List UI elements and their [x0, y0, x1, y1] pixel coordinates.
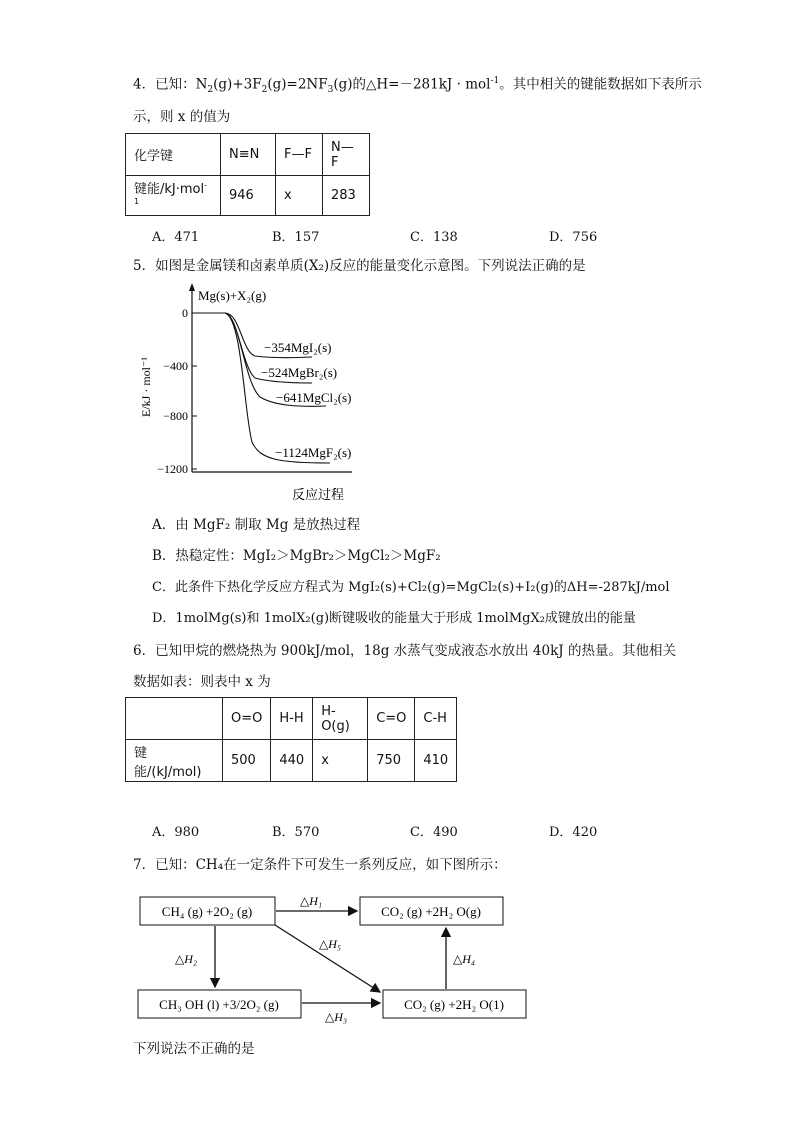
q6-cell: 750: [368, 740, 415, 782]
q6-bond-energy-table: [125, 697, 457, 782]
q4-option-d[interactable]: D．756: [549, 230, 598, 245]
q6-option-c[interactable]: C．490: [410, 825, 458, 840]
q4-header-cell: N—F: [323, 134, 370, 176]
q6-header-cell: H-H: [271, 698, 313, 740]
q4-header-cell: N≡N: [221, 134, 276, 176]
chart-top-label: Mg(s)+X₂(g): [198, 288, 267, 303]
box2-text: CO₂ (g) +2H₂ O(g): [381, 904, 481, 919]
q4-option-a[interactable]: A．471: [152, 230, 200, 245]
box3-text: CH₃ OH (l) +3/2O₂ (g): [159, 997, 279, 1012]
q4-cell: 946: [221, 176, 276, 216]
q4-stem-line1: 4．已知：$N_2(g)+3F_2(g)=2NF_3(g)$的△H=－281kJ · mol$^{-1}$。其中相关的键能数据如下表所示: [133, 76, 702, 96]
curve-label: −354MgI₂(s): [264, 340, 332, 355]
q5-option-b[interactable]: B．热稳定性：MgI₂＞MgBr₂＞MgCl₂＞MgF₂: [152, 548, 441, 564]
q4-option-c[interactable]: C．138: [410, 230, 458, 245]
q6-header-cell: O=O: [223, 698, 271, 740]
box1-text: CH₄ (g) +2O₂ (g): [161, 904, 253, 919]
q6-cell: x: [313, 740, 368, 782]
q4-header-cell: 化学键: [126, 134, 221, 176]
curve-mgf2: [225, 313, 330, 463]
q7-stem: 7．已知：CH₄在一定条件下可发生一系列反应，如下图所示：: [133, 857, 507, 873]
dh1-label: △H₁: [300, 894, 323, 908]
q6-header-cell: C=O: [368, 698, 415, 740]
y-tick-label: −1200: [157, 462, 188, 476]
y-tick-label: 0: [182, 306, 188, 320]
q4-bond-energy-table: [125, 133, 370, 216]
q6-cell: 500: [223, 740, 271, 782]
q4-cell: 283: [323, 176, 370, 216]
q4-cell: x: [276, 176, 323, 216]
q4-header-cell: F—F: [276, 134, 323, 176]
y-axis-label: E/kJ · mol⁻¹: [139, 357, 153, 417]
y-tick-label: −400: [163, 359, 188, 373]
q6-stem-line1: 6．已知甲烷的燃烧热为 900kJ/mol，18g 水蒸气变成液态水放出 40kJ 的热量。其他相关: [133, 643, 676, 659]
dh5-label: △H₅: [319, 937, 342, 951]
q6-row-label: 键能/(kJ/mol): [126, 740, 223, 782]
y-tick-label: −800: [163, 409, 188, 423]
q6-stem-line2: 数据如表：则表中 x 为: [133, 674, 271, 690]
dh2-label: △H₂: [175, 952, 198, 966]
q5-option-d[interactable]: D．1molMg(s)和 1molX₂(g)断键吸收的能量大于形成 1molMgX₂成键放出的能量: [152, 611, 636, 626]
q6-option-b[interactable]: B．570: [272, 825, 320, 840]
dh3-label: △H₃: [325, 1010, 348, 1024]
q6-header-cell: [126, 698, 223, 740]
q6-option-d[interactable]: D．420: [549, 825, 598, 840]
q4-stem-line2: 示，则 x 的值为: [133, 109, 231, 125]
q5-option-a[interactable]: A．由 MgF₂ 制取 Mg 是放热过程: [152, 517, 361, 533]
q6-header-cell: H-O(g): [313, 698, 368, 740]
q5-stem: 5．如图是金属镁和卤素单质(X₂)反应的能量变化示意图。下列说法正确的是: [133, 258, 586, 274]
box4-text: CO₂ (g) +2H₂ O(1): [404, 997, 504, 1012]
q7-after-text: 下列说法不正确的是: [133, 1041, 255, 1057]
q5-option-c[interactable]: C．此条件下热化学反应方程式为 MgI₂(s)+Cl₂(g)=MgCl₂(s)+I₂(g)的ΔH=-287kJ/mol: [152, 580, 670, 595]
q5-energy-chart: [130, 282, 370, 507]
q6-header-cell: C-H: [415, 698, 457, 740]
curve-label: −1124MgF₂(s): [275, 445, 352, 460]
q4-option-b[interactable]: B．157: [272, 230, 320, 245]
q4-row-label: 键能/kJ·mol$^{-1}$: [126, 176, 221, 216]
curve-label: −524MgBr₂(s): [261, 365, 338, 380]
q7-reaction-diagram: [135, 885, 535, 1025]
curve-label: −641MgCl₂(s): [276, 390, 352, 405]
dh4-label: △H₄: [453, 952, 476, 966]
q6-cell: 440: [271, 740, 313, 782]
x-axis-label: 反应过程: [292, 487, 345, 502]
q6-cell: 410: [415, 740, 457, 782]
q6-option-a[interactable]: A．980: [152, 825, 200, 840]
